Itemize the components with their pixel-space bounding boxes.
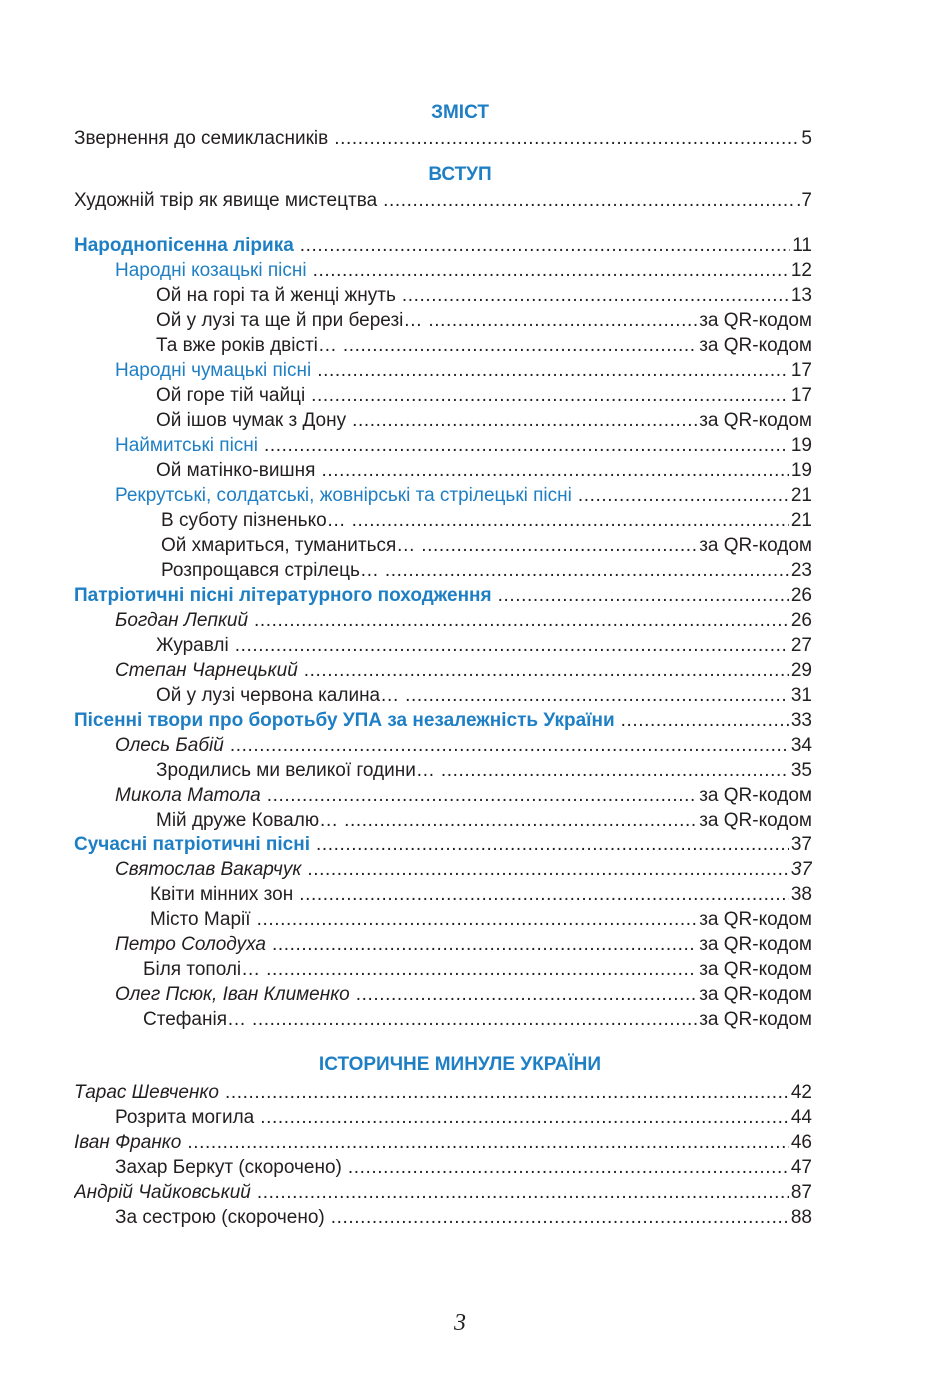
toc-subsection-cossack-songs[interactable] (115, 258, 812, 283)
toc-entry-song[interactable] (156, 633, 812, 658)
toc-entry-page: за QR-кодом (699, 410, 812, 431)
toc-entry-page: 13 (790, 285, 812, 306)
toc-entry-page: 17 (790, 360, 812, 381)
toc-entry-title: Зродились ми великої години… (156, 760, 435, 781)
toc-section-modern-songs[interactable] (74, 832, 812, 857)
toc-entry-title: Богдан Лепкий (115, 610, 249, 631)
toc-entry-title: Ой горе тій чайці (156, 385, 306, 406)
toc-entry-title: Рекрутські, солдатські, жовнірські та стрілецькі пісні (115, 485, 572, 506)
toc-entry-page: 31 (790, 685, 812, 706)
toc-entry-song[interactable] (156, 458, 812, 483)
toc-entry-title: Тарас Шевченко (74, 1082, 219, 1103)
toc-author-solodukha[interactable] (115, 932, 812, 957)
dot-leader (257, 907, 698, 932)
toc-entry-title: Пісенні твори про боротьбу УПА за незалежність України (74, 710, 615, 731)
toc-entry-page: за QR-кодом (699, 909, 812, 930)
toc-entry-work[interactable] (115, 1155, 812, 1180)
toc-entry-song[interactable] (156, 308, 812, 333)
dot-leader (343, 333, 697, 358)
dot-leader (441, 758, 789, 783)
dot-leader (352, 408, 697, 433)
toc-entry-title: Біля тополі… (143, 959, 261, 980)
toc-entry-work[interactable] (115, 1205, 812, 1230)
contents-heading: ЗМІСТ (431, 102, 489, 123)
toc-entry-page: 27 (790, 635, 812, 656)
toc-entry-page: 35 (790, 760, 812, 781)
dot-leader (299, 882, 789, 907)
toc-entry-page: за QR-кодом (699, 1009, 812, 1030)
toc-entry-page: 19 (790, 460, 812, 481)
toc-author-matola[interactable] (115, 783, 812, 808)
dot-leader (304, 658, 789, 683)
toc-entry-title: Ой хмариться, туманиться… (161, 535, 416, 556)
dot-leader (264, 433, 789, 458)
toc-entry-song[interactable] (156, 383, 812, 408)
toc-section-folk-lyrics[interactable] (74, 233, 812, 258)
toc-entry-title: Ой у лузі червона калина… (156, 685, 400, 706)
toc-entry-page: 21 (790, 485, 812, 506)
dot-leader (402, 283, 789, 308)
toc-entry-page: 44 (790, 1107, 812, 1128)
dot-leader (187, 1130, 789, 1155)
toc-entry-page: 19 (790, 435, 812, 456)
dot-leader (421, 533, 697, 558)
toc-entry-page: 46 (790, 1132, 812, 1153)
toc-entry-page: 87 (790, 1182, 812, 1203)
intro-heading: ВСТУП (428, 164, 492, 185)
dot-leader (257, 1180, 789, 1205)
historic-heading: ІСТОРИЧНЕ МИНУЛЕ УКРАЇНИ (318, 1054, 602, 1075)
dot-leader (331, 1205, 789, 1230)
toc-entry-work[interactable] (115, 1105, 812, 1130)
toc-entry-title: Розпрощався стрілець… (161, 560, 379, 581)
toc-entry-page: за QR-кодом (699, 984, 812, 1005)
toc-entry-page: за QR-кодом (699, 785, 812, 806)
toc-author-babii[interactable] (115, 733, 812, 758)
page-number: 3 (454, 1310, 466, 1336)
toc-entry-title: Захар Беркут (скорочено) (115, 1157, 342, 1178)
dot-leader (383, 188, 794, 213)
toc-entry-page: 23 (790, 560, 812, 581)
toc-entry-song[interactable] (156, 758, 812, 783)
toc-entry-title: Мій друже Ковалю… (156, 810, 339, 831)
toc-entry-page: 29 (790, 660, 812, 681)
toc-entry-title: Наймитські пісні (115, 435, 259, 456)
toc-entry-page: 34 (790, 735, 812, 756)
dot-leader (252, 1007, 697, 1032)
toc-entry-song[interactable] (156, 333, 812, 358)
dot-leader (334, 126, 799, 151)
dot-leader (230, 733, 789, 758)
toc-entry-song[interactable] (150, 882, 812, 907)
toc-entry-title: Олесь Бабій (115, 735, 224, 756)
dot-leader (428, 308, 697, 333)
toc-author-psiuk[interactable] (115, 982, 812, 1007)
toc-entry-title: Іван Франко (74, 1132, 182, 1153)
toc-author-vakarchuk[interactable] (115, 857, 812, 882)
toc-entry-song[interactable] (143, 957, 812, 982)
toc-entry-title: Ой матінко-вишня (156, 460, 316, 481)
toc-entry-page: за QR-кодом (699, 335, 812, 356)
toc-entry-title: В суботу пізненько… (161, 510, 346, 531)
toc-entry-page: 37 (790, 834, 812, 855)
dot-leader (348, 1155, 789, 1180)
dot-leader (266, 957, 697, 982)
dot-leader (267, 783, 697, 808)
toc-author-shevchenko[interactable] (74, 1080, 812, 1105)
toc-entry-title: Стефанія… (143, 1009, 246, 1030)
dot-leader (311, 383, 789, 408)
toc-subsection-hired-songs[interactable] (115, 433, 812, 458)
toc-entry-page: 17 (790, 385, 812, 406)
dot-leader (356, 982, 697, 1007)
toc-entry-page: за QR-кодом (699, 310, 812, 331)
dot-leader (344, 808, 697, 833)
toc-entry-title: Журавлі (156, 635, 229, 656)
toc-entry-title: Звернення до семикласників (74, 128, 329, 149)
dot-leader (385, 558, 789, 583)
toc-entry-title: Сучасні патріотичні пісні (74, 834, 310, 855)
toc-author-chaikovskyi[interactable] (74, 1180, 812, 1205)
toc-entry-title: Андрій Чайковський (74, 1182, 251, 1203)
toc-entry-address[interactable] (74, 126, 812, 151)
toc-entry-page: 26 (790, 610, 812, 631)
toc-entry-song[interactable] (161, 558, 812, 583)
toc-author-lepkyi[interactable] (115, 608, 812, 633)
dot-leader (321, 458, 788, 483)
toc-entry-page: 5 (801, 128, 812, 149)
dot-leader (578, 483, 789, 508)
toc-entry-song[interactable] (161, 533, 812, 558)
toc-entry-page: 88 (790, 1207, 812, 1228)
toc-entry-title: Розрита могила (115, 1107, 255, 1128)
dot-leader (225, 1080, 789, 1105)
toc-entry-title: Народнопісенна лірика (74, 235, 294, 256)
toc-entry-page: за QR-кодом (699, 810, 812, 831)
toc-subsection-recruit-songs[interactable] (115, 483, 812, 508)
toc-entry-song[interactable] (161, 508, 812, 533)
toc-entry-title: Народні чумацькі пісні (115, 360, 312, 381)
toc-entry-song[interactable] (156, 408, 812, 433)
dot-leader (260, 1105, 789, 1130)
dot-leader (307, 857, 789, 882)
toc-entry-title: Художній твір як явище мистецтва (74, 190, 378, 211)
toc-entry-title: За сестрою (скорочено) (115, 1207, 325, 1228)
dot-leader (352, 508, 789, 533)
toc-entry-title: Ой у лузі та ще й при березі… (156, 310, 423, 331)
toc-entry-page: 37 (790, 859, 812, 880)
toc-entry-page: за QR-кодом (699, 959, 812, 980)
dot-leader (621, 708, 789, 733)
dot-leader (405, 683, 789, 708)
toc-entry-title: Петро Солодуха (115, 934, 266, 955)
toc-entry-page: .7 (796, 190, 812, 211)
dot-leader (313, 258, 789, 283)
toc-entry-page: 47 (790, 1157, 812, 1178)
toc-entry-title: Та вже років двісті… (156, 335, 337, 356)
toc-entry-title: Ой на горі та й женці жнуть (156, 285, 396, 306)
toc-entry-page: 21 (790, 510, 812, 531)
toc-section-patriotic-songs[interactable] (74, 583, 812, 608)
toc-entry-page: 11 (792, 235, 812, 256)
dot-leader (316, 832, 789, 857)
toc-entry-page: 42 (790, 1082, 812, 1103)
toc-entry-song[interactable] (143, 1007, 812, 1032)
toc-author-charnetskyi[interactable] (115, 658, 812, 683)
toc-entry-page: за QR-кодом (699, 934, 812, 955)
toc-entry-song[interactable] (156, 683, 812, 708)
toc-entry-page: 12 (790, 260, 812, 281)
dot-leader (300, 233, 790, 258)
toc-entry-song[interactable] (150, 907, 812, 932)
toc-entry-title: Микола Матола (115, 785, 261, 806)
toc-entry-title: Ой ішов чумак з Дону (156, 410, 347, 431)
toc-subsection-chumak-songs[interactable] (115, 358, 812, 383)
toc-entry-song[interactable] (156, 808, 812, 833)
dot-leader (272, 932, 697, 957)
dot-leader (317, 358, 789, 383)
toc-entry-title: Квіти мінних зон (150, 884, 294, 905)
toc-section-upa-songs[interactable] (74, 708, 812, 733)
toc-entry-title: Народні козацькі пісні (115, 260, 307, 281)
toc-entry-page: 33 (790, 710, 812, 731)
toc-entry-title: Місто Марії (150, 909, 251, 930)
toc-entry-title: Степан Чарнецький (115, 660, 298, 681)
toc-entry-page: 26 (790, 585, 812, 606)
toc-entry-title: Патріотичні пісні літературного походження (74, 585, 492, 606)
dot-leader (498, 583, 789, 608)
toc-entry-title: Святослав Вакарчук (115, 859, 302, 880)
dot-leader (235, 633, 789, 658)
toc-entry-page: 38 (790, 884, 812, 905)
toc-entry-song[interactable] (156, 283, 812, 308)
dot-leader (254, 608, 789, 633)
toc-entry-title: Олег Псюк, Іван Клименко (115, 984, 350, 1005)
toc-author-franko[interactable] (74, 1130, 812, 1155)
toc-entry-art-work[interactable] (74, 188, 812, 213)
toc-entry-page: за QR-кодом (699, 535, 812, 556)
